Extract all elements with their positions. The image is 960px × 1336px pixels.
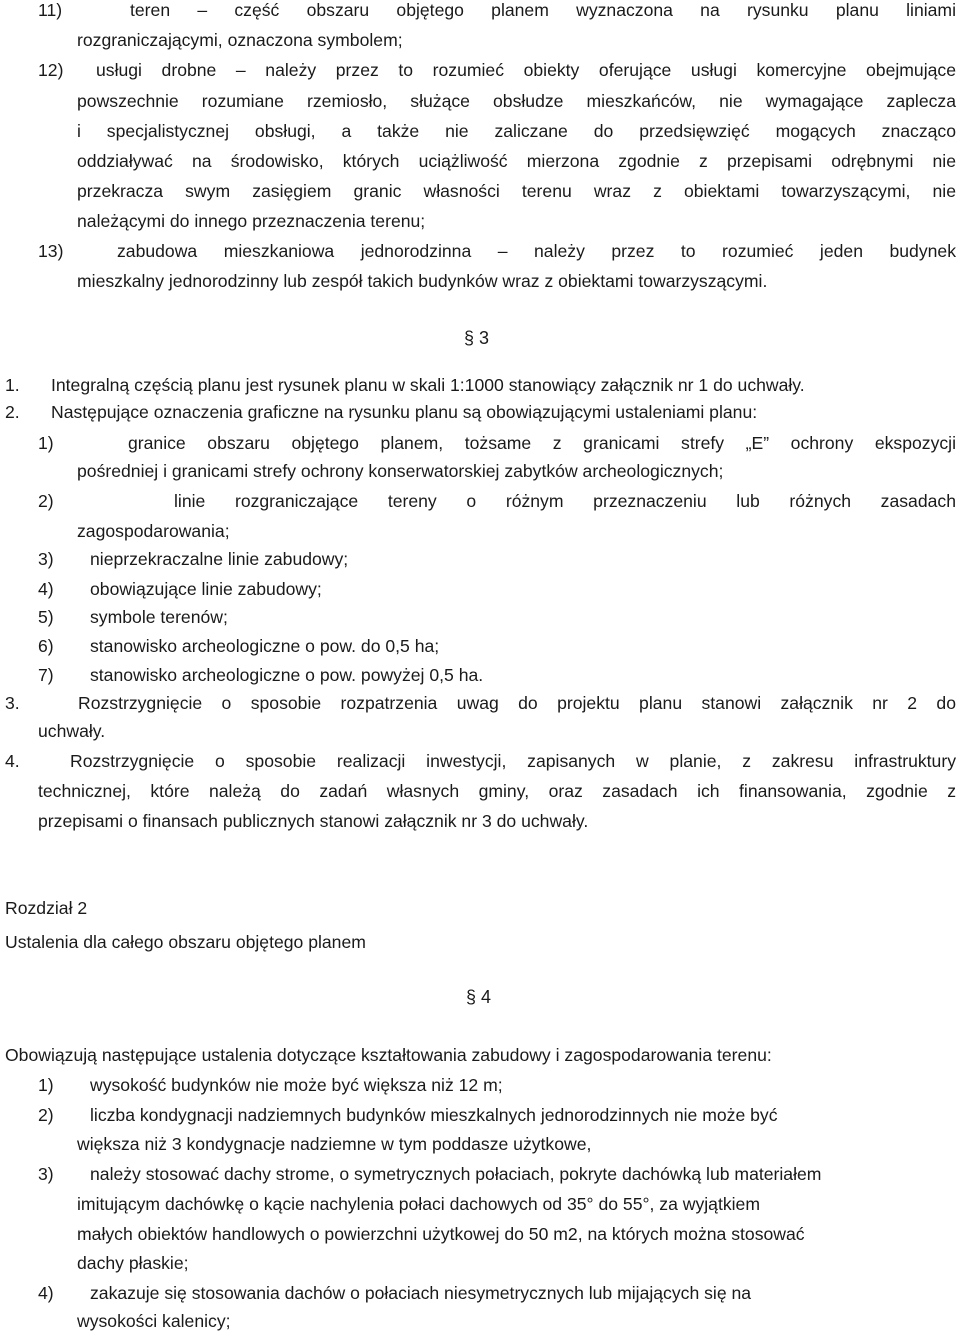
legend-item [0, 602, 960, 632]
item-line: większa niż 3 kondygnacje nadziemne w tym poddasze użytkowe, [77, 1134, 592, 1154]
definition-line: należącymi do innego przeznaczenia terenu; [77, 211, 426, 231]
item-line: wysokość budynków nie może być większa niż 12 m; [90, 1075, 503, 1095]
paragraph-line: Rozstrzygnięcie o sposobie rozpatrzenia uwag do projektu planu stanowi załącznik nr 2 do [78, 693, 956, 713]
item-number: 6) [38, 636, 54, 656]
definition-line: przekracza swym zasięgiem granic własności terenu wraz z obiektami towarzyszącymi, nie [77, 181, 956, 201]
item-line: pośredniej i granicami strefy ochrony konserwatorskiej zabytków archeologicznych; [77, 461, 724, 481]
item-line: małych obiektów handlowych o powierzchni użytkowej do 50 m2, na których można stosować [77, 1224, 805, 1244]
paragraph-number: 1. [5, 375, 20, 395]
item-line: imitującym dachówkę o kącie nachylenia połaci dachowych od 35° do 55°, za wyjątkiem [77, 1194, 760, 1214]
chapter-title-text: Ustalenia dla całego obszaru objętego planem [5, 932, 366, 952]
paragraph-text: Integralną częścią planu jest rysunek planu w skali 1:1000 stanowiący załącznik nr 1 do uchwały. [51, 375, 805, 395]
item-line: stanowisko archeologiczne o pow. powyżej 0,5 ha. [90, 665, 484, 685]
item-line: liczba kondygnacji nadziemnych budynków mieszkalnych jednorodzinnych nie może być [90, 1105, 778, 1125]
paragraph-line: przepisami o finansach publicznych stanowi załącznik nr 3 do uchwały. [38, 811, 589, 831]
section-symbol: § [466, 987, 477, 1007]
item-number: 2) [38, 491, 54, 511]
definition-line: i specjalistycznej obsługi, a także nie zaliczane do przedsięwzięć mogących znacząco [77, 121, 956, 141]
item-number: 4) [38, 1283, 54, 1303]
chapter-label-text: Rozdział 2 [5, 898, 88, 918]
paragraph-number: 4. [5, 751, 20, 771]
item-number: 3) [38, 549, 54, 569]
item-line: granice obszaru objętego planem, tożsame z granicami strefy „E” ochrony ekspozycji [128, 433, 956, 453]
item-line: stanowisko archeologiczne o pow. do 0,5 ha; [90, 636, 440, 656]
section-number: 4 [481, 987, 492, 1007]
item-number: 1) [38, 433, 54, 453]
item-number: 11) [38, 0, 63, 20]
item-line: dachy płaskie; [77, 1253, 189, 1273]
section-3-heading [0, 323, 960, 353]
item-number: 1) [38, 1075, 54, 1095]
item-number: 13) [38, 241, 64, 261]
item-line: obowiązujące linie zabudowy; [90, 579, 322, 599]
item-line: linie rozgraniczające tereny o różnym przeznaczeniu lub różnych zasadach [174, 491, 956, 511]
item-line: należy stosować dachy strome, o symetrycznych połaciach, pokryte dachówką lub materiałem [90, 1164, 822, 1184]
item-line: symbole terenów; [90, 607, 228, 627]
chapter-title [0, 927, 960, 957]
paragraph-line: technicznej, które należą do zadań własnych gminy, oraz zasadach ich finansowania, zgodnie z [38, 781, 956, 801]
definition-line: rozgraniczającymi, oznaczona symbolem; [77, 30, 403, 50]
paragraph-line: Rozstrzygnięcie o sposobie realizacji inwestycji, zapisanych w planie, z zakresu infrastruktury [70, 751, 956, 771]
paragraph-number: 2. [5, 402, 20, 422]
definition-line: zabudowa mieszkaniowa jednorodzinna – należy przez to rozumieć jeden budynek [117, 241, 956, 261]
section-number: 3 [479, 328, 490, 348]
rule-item [0, 1070, 960, 1100]
item-number: 4) [38, 579, 54, 599]
definition-line: teren – część obszaru objętego planem wyznaczona na rysunku planu liniami [130, 0, 956, 20]
chapter-label [0, 893, 960, 923]
section-symbol: § [464, 328, 475, 348]
section-4-intro [0, 1040, 960, 1070]
legend-item [0, 574, 960, 604]
item-line: zagospodarowania; [77, 521, 230, 541]
item-line: zakazuje się stosowania dachów o połaciach niesymetrycznych lub mijających się na [90, 1283, 752, 1303]
section-4-heading [0, 982, 960, 1012]
definition-line: mieszkalny jednorodzinny lub zespół takich budynków wraz z obiektami towarzyszącymi. [77, 271, 768, 291]
item-line: wysokości kalenicy; [77, 1311, 231, 1331]
legend-item [0, 660, 960, 690]
paragraph-line: uchwały. [38, 721, 106, 741]
paragraph-number: 3. [5, 693, 20, 713]
definition-line: oddziaływać na środowisko, których uciążliwość mierzona zgodnie z przepisami odrębnymi nie [77, 151, 956, 171]
paragraph-text: Następujące oznaczenia graficzne na rysunku planu są obowiązującymi ustaleniami planu: [51, 402, 758, 422]
item-number: 12) [38, 60, 64, 80]
legend-item [0, 631, 960, 661]
item-number: 5) [38, 607, 54, 627]
item-number: 7) [38, 665, 54, 685]
definition-line: powszechnie rozumiane rzemiosło, służące obsłudze mieszkańców, nie wymagające zaplecza [77, 91, 956, 111]
legend-item [0, 544, 960, 574]
definition-line: usługi drobne – należy przez to rozumieć obiekty oferujące usługi komercyjne obejmujące [96, 60, 956, 80]
item-line: nieprzekraczalne linie zabudowy; [90, 549, 349, 569]
item-number: 2) [38, 1105, 54, 1125]
item-number: 3) [38, 1164, 54, 1184]
section-4-intro-text: Obowiązują następujące ustalenia dotyczące kształtowania zabudowy i zagospodarowania terenu: [5, 1045, 772, 1065]
